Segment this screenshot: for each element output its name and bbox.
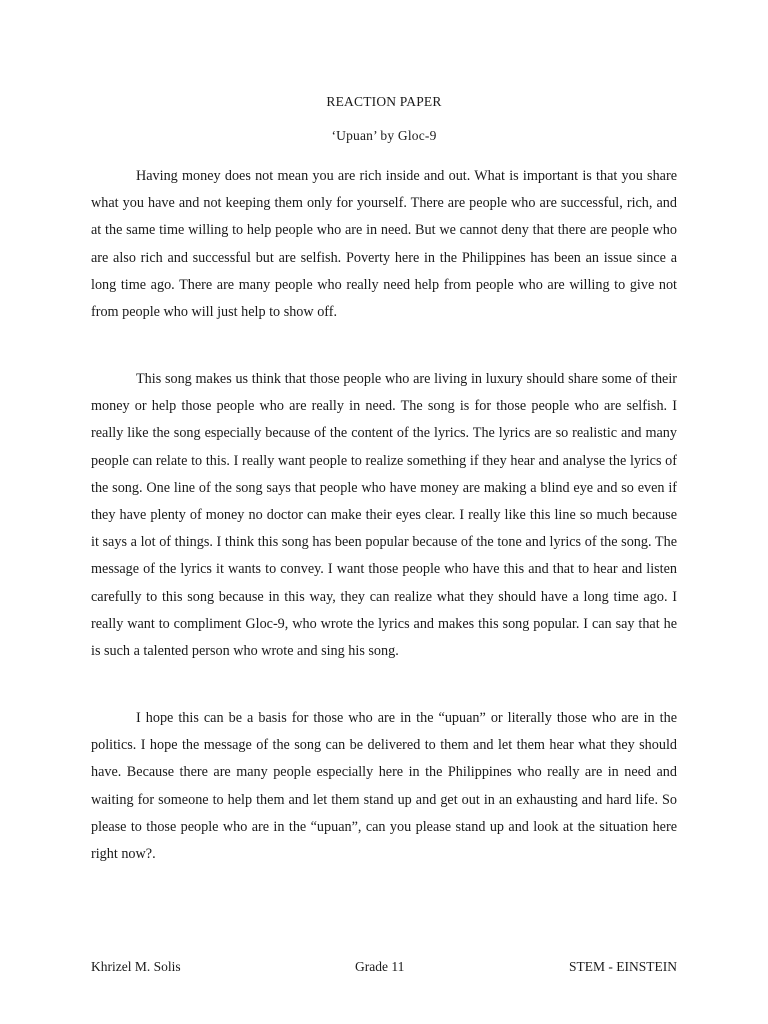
paragraph-1: Having money does not mean you are rich inside and out. What is important is that you share what you have and not keeping them only for yourself. There are people who are successful, rich, and at the same time willing to help people who are in need. But we cannot deny that there are people who are also rich and successful but are selfish. Poverty here in the Philippines has been an issue since a long time ago. There are many people who really need help from people who are willing to give not from people who will just help to show off. bbox=[91, 168, 677, 321]
document-subtitle: ‘Upuan’ by Gloc-9 bbox=[331, 128, 437, 143]
paragraph-3: I hope this can be a basis for those who are in the “upuan” or literally those who are in the politics. I hope the message of the song can be delivered to them and let them hear what they should have. Because there are many people especially here in the Philippines who really are in need and waiting for someone to help them and let them stand up and get out in an exhausting and hard life. So please to those people who are in the “upuan”, can you please stand up and look at the situation here right now?. bbox=[91, 710, 677, 863]
footer-grade: Grade 11 bbox=[355, 959, 405, 974]
paragraph-2: This song makes us think that those people who are living in luxury should share some of their money or help those people who are really in need. The song is for those people who are selfish. I really like the song especially because of the content of the lyrics. The lyrics are so realistic and many people can relate to this. I really want people to realize something if they hear and analyse the lyrics of the song. One line of the song says that people who have money are making a blind eye and so even if they have plenty of money no doctor can make their eyes clear. I really like this line so much because it says a lot of things. I think this song has been popular because of the tone and lyrics of the song. The message of the lyrics it wants to convey. I want those people who have this and that to hear and listen carefully to this song because in this way, they can realize what they should have a long time ago. I really want to compliment Gloc-9, who wrote the lyrics and makes this song popular. I can say that he is such a talented person who wrote and sing his song. bbox=[91, 371, 677, 660]
footer-section: STEM - EINSTEIN bbox=[569, 959, 677, 974]
page-footer bbox=[91, 959, 677, 979]
document-title: REACTION PAPER bbox=[326, 94, 442, 109]
footer-author: Khrizel M. Solis bbox=[91, 959, 181, 974]
